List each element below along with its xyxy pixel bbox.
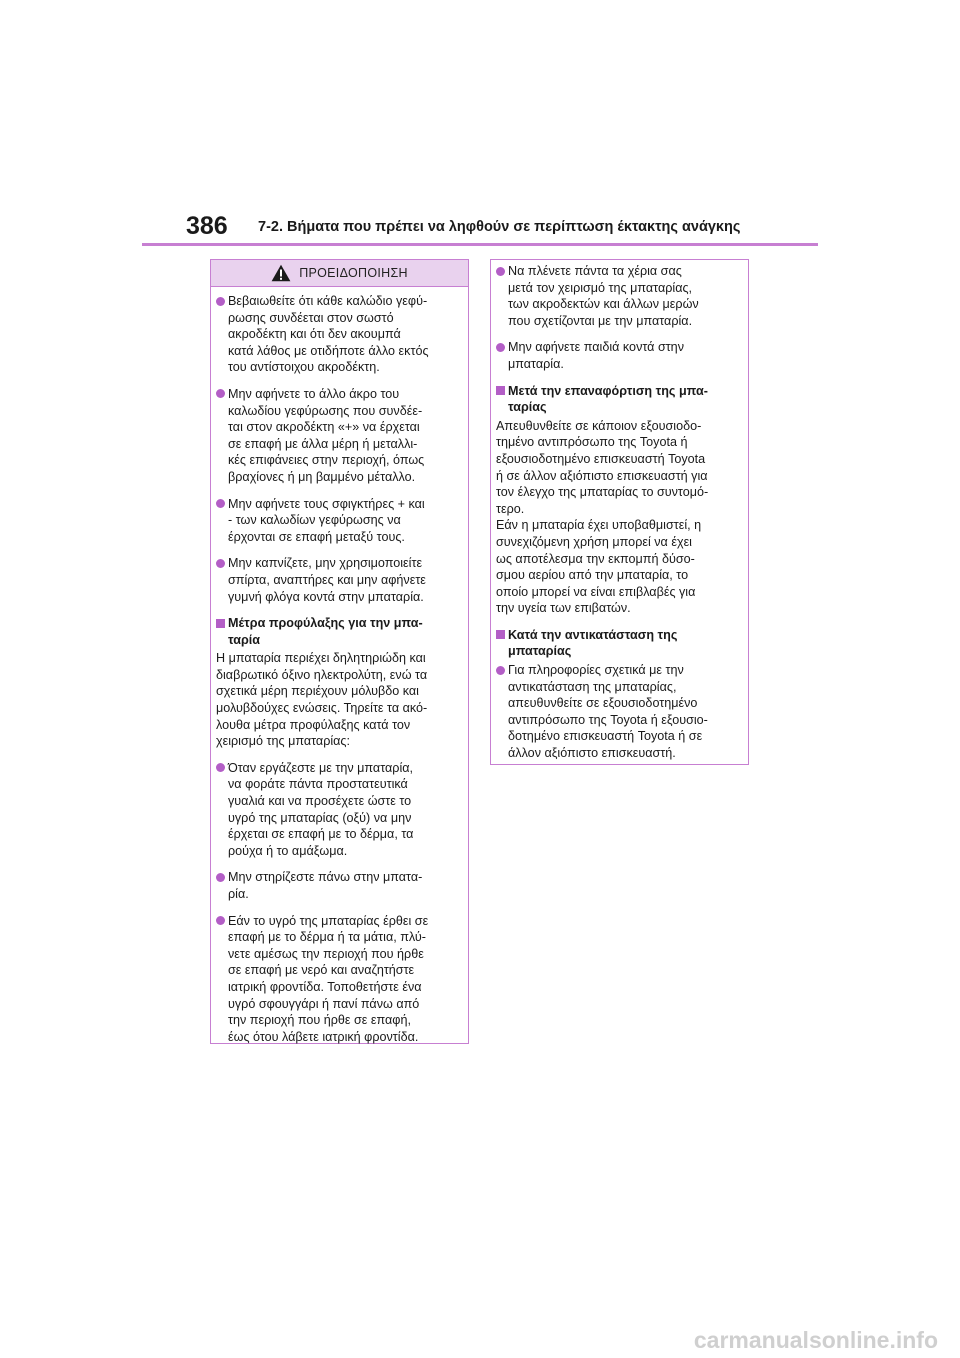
watermark: carmanualsonline.info (693, 1327, 938, 1353)
list-item (216, 760, 462, 860)
list-item-text: Εάν το υγρό της μπαταρίας έρθει σε επαφή με το δέρμα ή τα μάτια, πλύ- νετε αμέσως την περιοχή που ήρθε σε επαφή με νερό και αναζητήστε ιατρική φροντίδα. Τοποθετήστε ένα υγρό σφουγγάρι ή πανί πάνω από την περιοχή που ήρθε σε επαφή, έως ότου λάβετε ιατρική φροντίδα. (228, 913, 429, 1044)
list-item-text: Μην αφήνετε παιδιά κοντά στην μπαταρία. (508, 340, 684, 371)
heading-square-icon (496, 386, 505, 395)
list-item-text: Μην αφήνετε τους σφιγκτήρες + και - των καλωδίων γεφύρωσης να έρχονται σε επαφή μεταξύ τους. (228, 496, 425, 544)
heading-square-icon (216, 619, 225, 628)
warning-title: ΠΡΟΕΙΔΟΠΟΙΗΣΗ (299, 266, 408, 280)
list-item-text: Βεβαιωθείτε ότι κάθε καλώδιο γεφύ- ρωσης συνδέεται στον σωστό ακροδέκτη και ότι δεν ακουμπά κατά λάθος με οτιδήποτε άλλο εκτός του αντίστοιχου ακροδέκτη. (228, 294, 429, 375)
list-item-text: Όταν εργάζεστε με την μπαταρία, να φοράτε πάντα προστατευτικά γυαλιά και να προσέχετε ώστε το υγρό της μπαταρίας (οξύ) να μην έρχεται σε επαφή με το δέρμα, τα ρούχα ή το αμάξωμα. (228, 760, 414, 858)
page-number: 386 (186, 212, 228, 240)
heading-text: Μετά την επαναφόρτιση της μπα- ταρίας (508, 383, 708, 415)
list-item (496, 339, 742, 372)
list-item-text: Μην αφήνετε το άλλο άκρο του καλωδίου γεφύρωσης που συνδέε- ται στον ακροδέκτη «+» να έρχεται σε επαφή με άλλα μέρη ή μεταλλι- κές επιφάνειες στην περιοχή, όπως βραχίονες ή μη βαμμένο μέταλλο. (228, 386, 425, 484)
bullet-dot-icon (216, 559, 225, 568)
warning-header (211, 260, 468, 287)
section-title: 7-2. Βήματα που πρέπει να ληφθούν σε περίπτωση έκτακτης ανάγκης (258, 219, 741, 235)
list-item (496, 662, 742, 762)
warning-box (210, 259, 469, 1044)
list-item (216, 496, 462, 546)
bullet-dot-icon (216, 873, 225, 882)
list-item (496, 263, 742, 329)
subsection-heading (496, 627, 742, 660)
bullet-dot-icon (216, 499, 225, 508)
subsection-heading (496, 383, 742, 416)
bullet-dot-icon (216, 297, 225, 306)
list-item (216, 555, 462, 605)
paragraph: Απευθυνθείτε σε κάποιον εξουσιοδο- τημένο αντιπρόσωπο της Toyota ή εξουσιοδοτημένο επισκευαστή Toyota ή σε άλλον αξιόπιστο επισκευαστή για τον έλεγχο της μπαταρίας το συντομό- τερο. Εάν η μπαταρία έχει υποβαθμιστεί, η συνεχιζόμενη χρήση μπορεί να έχει ως αποτέλεσμα την εκπομπή δύσο- σμου αερίου από την μπαταρία, το οποίο μπορεί να είναι επιβλαβές για την υγεία των επιβατών. (496, 418, 709, 616)
list-item-text: Να πλένετε πάντα τα χέρια σας μετά τον χειρισμό της μπαταρίας, των ακροδεκτών και άλλων μερών που σχετίζονται με την μπαταρία. (508, 264, 699, 328)
header-rule (142, 243, 818, 246)
list-item-text: Μην καπνίζετε, μην χρησιμοποιείτε σπίρτα, αναπτήρες και μην αφήνετε γυμνή φλόγα κοντά στην μπαταρία. (228, 556, 426, 604)
bullet-dot-icon (216, 763, 225, 772)
bullet-dot-icon (496, 666, 505, 675)
bullet-dot-icon (216, 916, 225, 925)
list-item (216, 293, 462, 376)
list-item (216, 869, 462, 902)
bullet-dot-icon (216, 389, 225, 398)
bullet-dot-icon (496, 343, 505, 352)
warning-box-continued (490, 259, 749, 765)
warning-triangle-icon (271, 264, 291, 282)
list-item-text: Μην στηρίζεστε πάνω στην μπατα- ρία. (228, 870, 423, 901)
left-column-content (211, 287, 468, 1045)
list-item-text: Για πληροφορίες σχετικά με την αντικατάσταση της μπαταρίας, απευθυνθείτε σε εξουσιοδοτημένο αντιπρόσωπο της Toyota ή εξουσιο- δοτημένο επισκευαστή Toyota ή σε άλλον αξιόπιστο επισκευαστή. (508, 663, 708, 761)
heading-text: Μέτρα προφύλαξης για την μπα- ταρία (228, 616, 423, 647)
subsection-heading (216, 615, 462, 648)
paragraph: Η μπαταρία περιέχει δηλητηριώδη και διαβρωτικό όξινο ηλεκτρολύτη, ενώ τα σχετικά μέρη περιέχουν μόλυβδο και μολυβδούχες ενώσεις. Τηρείτε τα ακό- λουθα μέτρα προφύλαξης κατά τον χειρισμό της μπαταρίας: (216, 651, 428, 749)
list-item (216, 913, 462, 1046)
list-item (216, 386, 462, 486)
heading-text: Κατά την αντικατάσταση της μπαταρίας (508, 627, 678, 659)
bullet-dot-icon (496, 267, 505, 276)
heading-square-icon (496, 630, 505, 639)
right-column-content (491, 260, 748, 762)
